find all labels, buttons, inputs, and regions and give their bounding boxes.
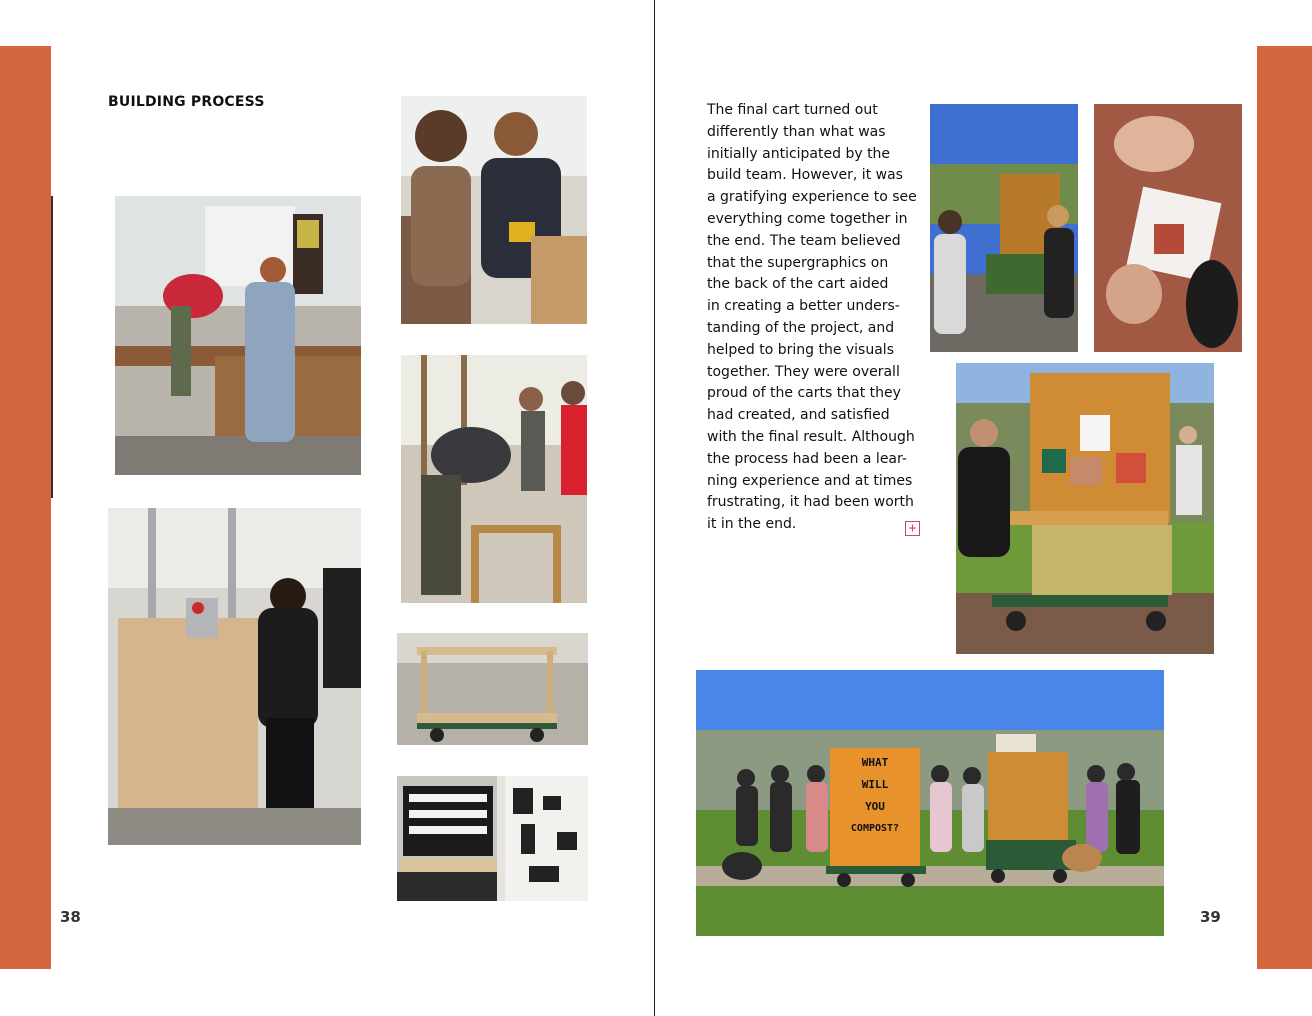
body-text-line: initially anticipated by the [707, 145, 891, 162]
photo-panel-saw [108, 508, 361, 845]
photo-finished-cart [956, 363, 1214, 654]
page-number-left: 38 [60, 908, 81, 926]
body-text-line: it in the end. [707, 516, 797, 533]
body-text-line: build team. However, it was [707, 167, 903, 184]
page-gutter [654, 0, 655, 1016]
photo-supergraphic-panels [397, 776, 588, 901]
body-text-line: that the supergraphics on [707, 254, 889, 271]
body-text-line: The final cart turned out [707, 102, 878, 118]
expand-icon[interactable]: + [905, 521, 920, 536]
body-text-line: in creating a better unders- [707, 298, 900, 315]
photo-drill-demo [401, 96, 587, 324]
photo-seed-paper-hands [1094, 104, 1242, 352]
photo-group-carts [696, 670, 1164, 936]
photo-cart-outdoor [930, 104, 1078, 352]
page-edge-line [51, 196, 53, 498]
body-text-line: had created, and satisfied [707, 407, 890, 424]
body-text-line: the process had been a lear- [707, 450, 907, 467]
group-photo-sign: WHAT WILL YOU COMPOST? [850, 756, 900, 834]
body-text-line: the back of the cart aided [707, 276, 889, 293]
body-text [707, 100, 922, 536]
page-number-right: 39 [1200, 908, 1221, 926]
photo-cart-frame [397, 633, 588, 745]
left-accent-band [0, 46, 51, 969]
body-text-line: everything come together in [707, 210, 908, 227]
body-text-line: together. They were overall [707, 363, 900, 380]
body-text-line: frustrating, it had been worth [707, 494, 914, 511]
photo-workshop-bench [115, 196, 361, 475]
section-title: BUILDING PROCESS [108, 94, 265, 110]
photo-frame-assembly [401, 355, 587, 603]
body-text-line: differently than what was [707, 123, 886, 140]
body-text-line: a gratifying experience to see [707, 189, 917, 206]
body-text-line: ning experience and at times [707, 472, 913, 489]
body-text-line: with the final result. Although [707, 428, 915, 445]
body-text-line: helped to bring the visuals [707, 341, 894, 358]
body-text-line: the end. The team believed [707, 232, 901, 249]
body-text-line: proud of the carts that they [707, 385, 901, 402]
body-text-line: tanding of the project, and [707, 319, 895, 336]
right-accent-band [1257, 46, 1312, 969]
